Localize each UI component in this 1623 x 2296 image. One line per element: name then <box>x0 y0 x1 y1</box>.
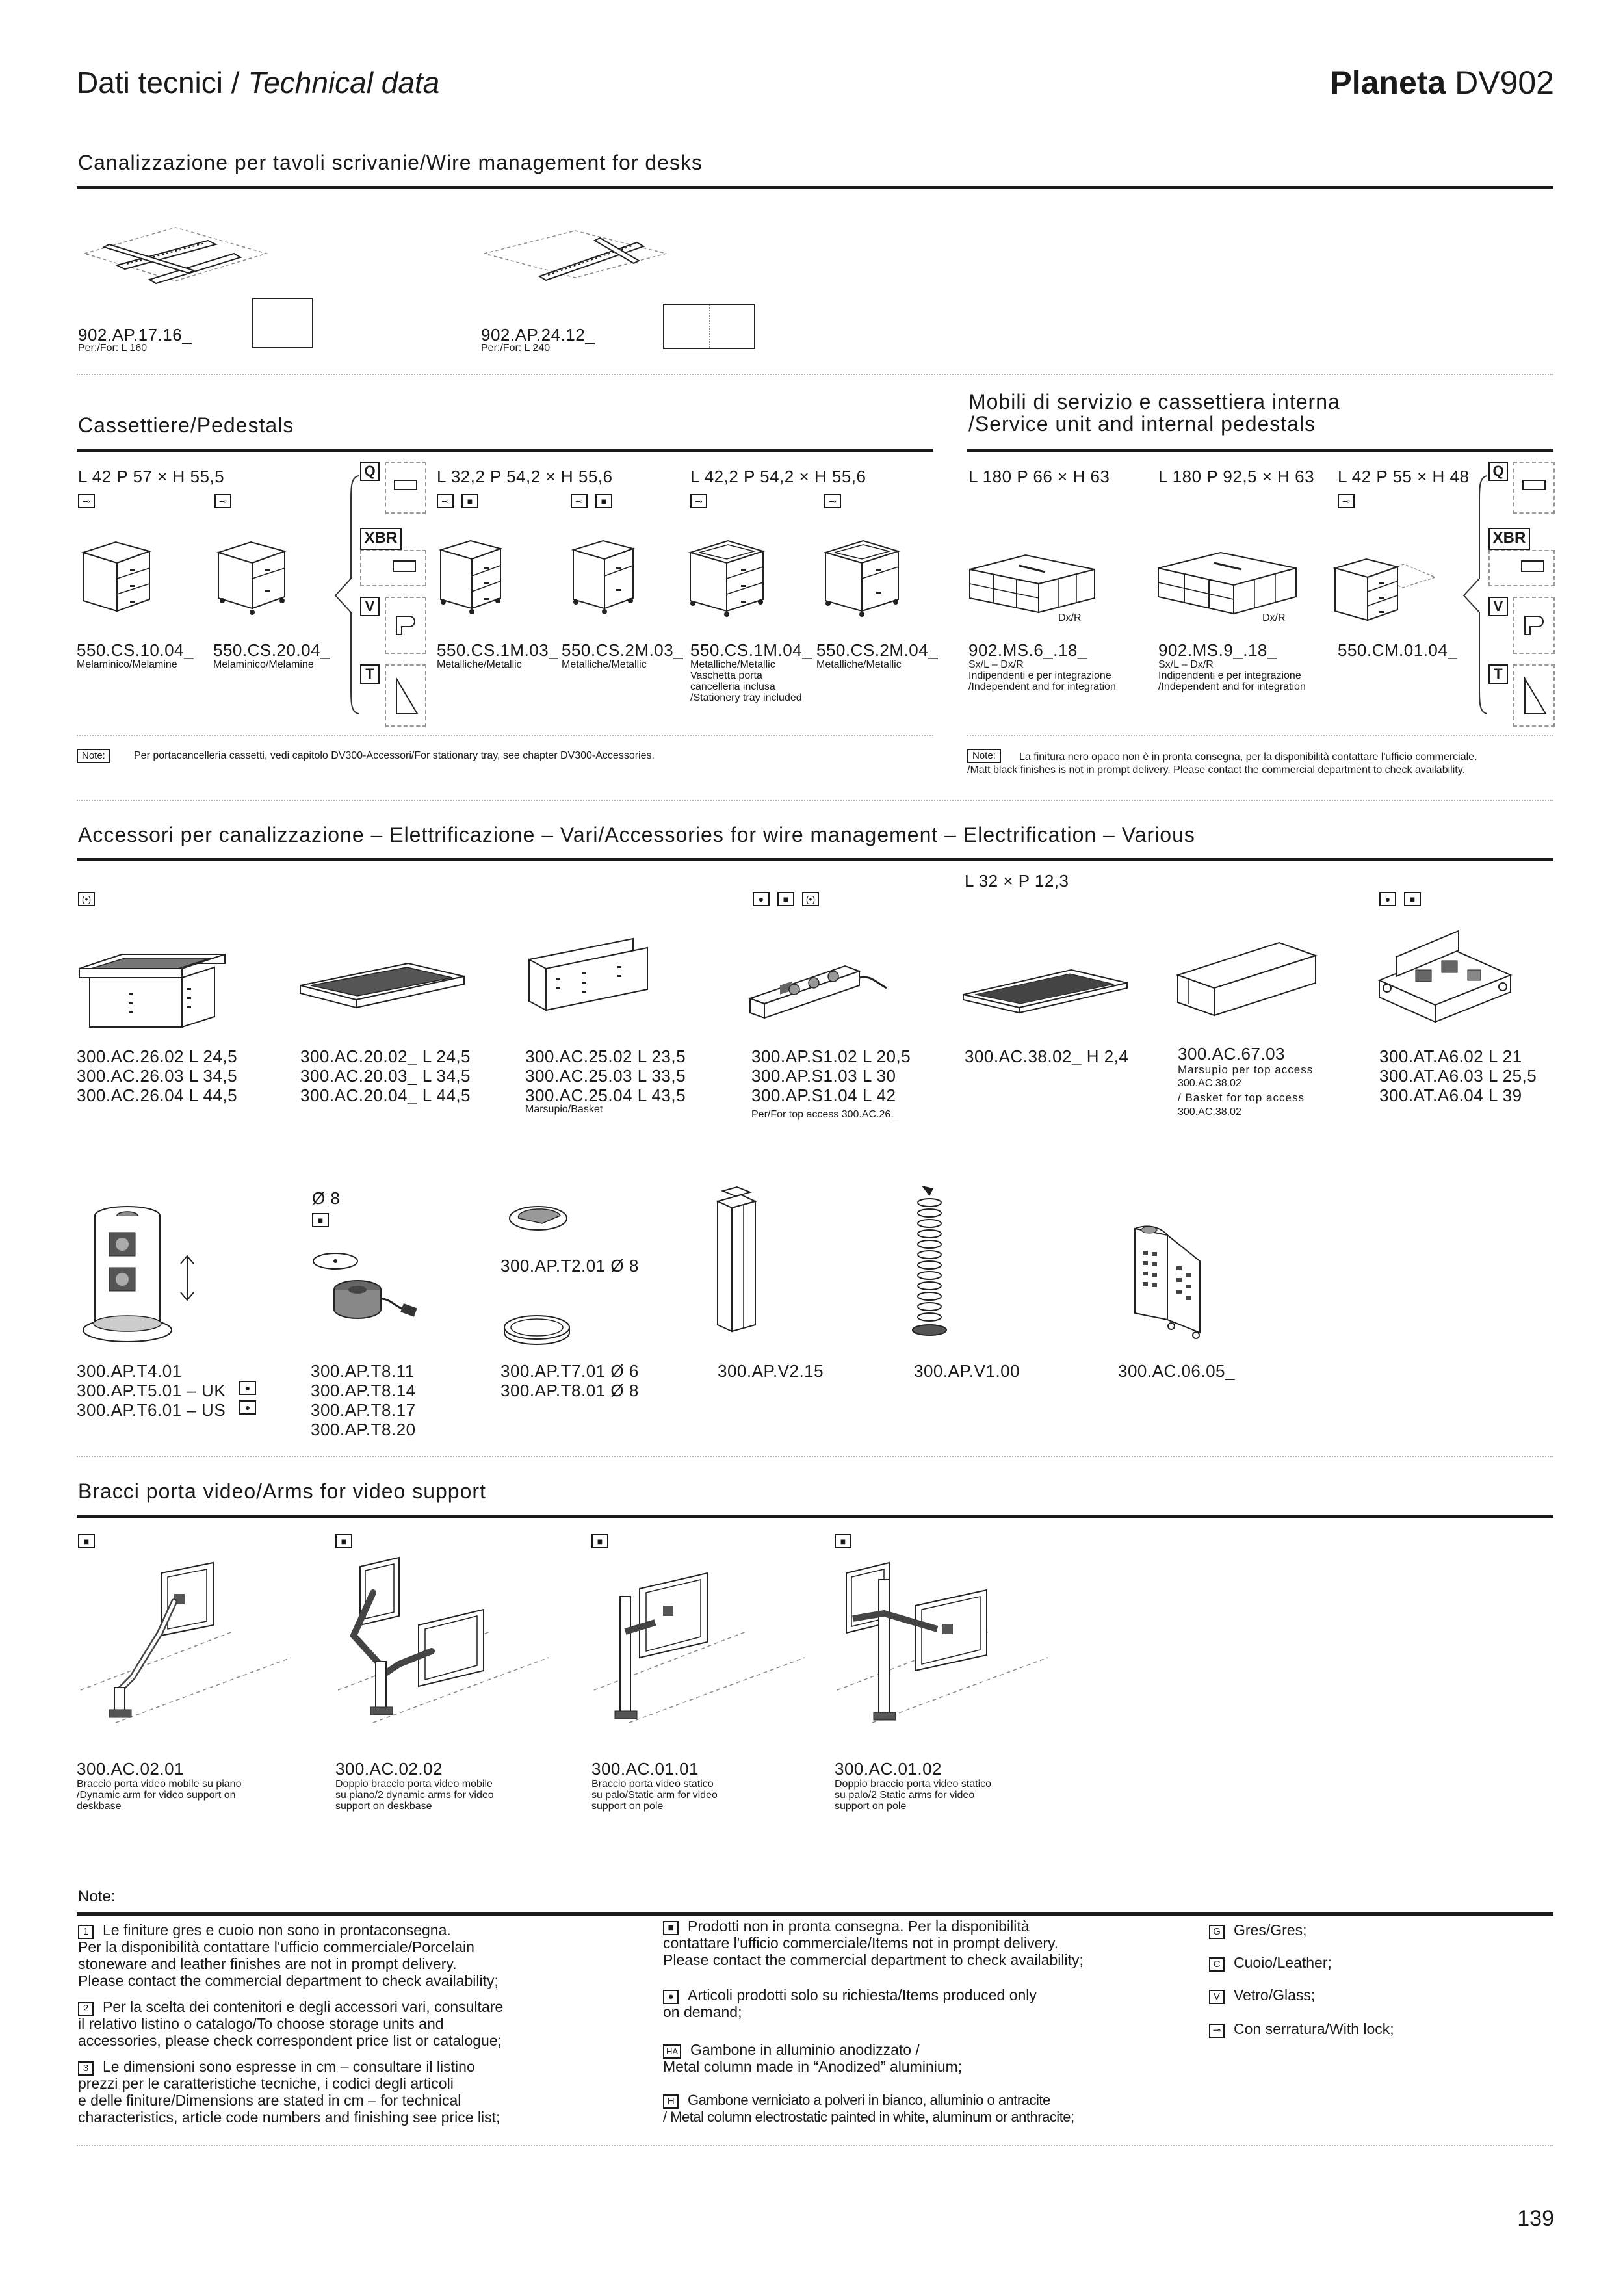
option-letter-q: Q <box>1488 462 1508 481</box>
section-title-service-en: /Service unit and internal pedestals <box>968 412 1316 436</box>
accessory-code: 300.AP.S1.02 L 20,5 <box>751 1047 911 1066</box>
section-title-accessories: Accessori per canalizzazione – Elettrificazione – Vari/Accessories for wire management – Electrification – Various <box>78 823 1195 846</box>
option-v-preview <box>1513 597 1555 654</box>
section-title-wire: Canalizzazione per tavoli scrivanie/Wire management for desks <box>78 151 703 174</box>
note-text: accessories, please check correspondent price list or catalogue; <box>78 2032 502 2049</box>
note-text: Le finiture gres e cuoio non sono in prontaconsegna. <box>103 1922 451 1938</box>
note-label: Note: <box>77 749 110 763</box>
accessory-dim: L 32 × P 12,3 <box>965 871 1069 891</box>
cable-riser-column-illustration <box>708 1187 767 1337</box>
lock-icon: ⊸ <box>571 494 588 508</box>
arm-detail: support on deskbase <box>335 1801 432 1812</box>
accessory-code: 300.AT.A6.02 L 21 <box>1379 1047 1522 1066</box>
wire-tray-240-plan <box>663 304 755 349</box>
brand-model: DV902 <box>1446 64 1554 101</box>
not-in-stock-icon: ■ <box>335 1534 352 1548</box>
section-title-arms: Bracci porta video/Arms for video support <box>78 1480 486 1503</box>
accessory-code: 300.AP.V2.15 <box>718 1361 824 1381</box>
accessory-code: 300.AP.T4.01 <box>77 1361 182 1381</box>
note-text: Gambone in alluminio anodizzato / <box>690 2041 920 2058</box>
section-title-service: Mobili di servizio e cassettiera interna <box>968 390 1340 413</box>
service-note: /Matt black finishes is not in prompt delivery. Please contact the commercial department to check availability. <box>967 764 1465 776</box>
service-unit-66-illustration <box>967 550 1097 621</box>
wire-tray-240-illustration <box>478 224 673 302</box>
note-text: Metal column made in “Anodized” aluminium; <box>663 2058 963 2075</box>
pedestal-dim: L 42 P 57 × H 55,5 <box>78 467 225 486</box>
arm-detail: su palo/2 Static arms for video <box>835 1790 975 1801</box>
section-rule <box>77 858 1553 861</box>
note-glass <box>1209 1987 1315 2004</box>
service-code: 902.MS.9_.18_ <box>1158 640 1277 660</box>
divider <box>77 2145 1553 2146</box>
pedestal-finish: Metalliche/Metallic <box>562 659 647 670</box>
note-text: stoneware and leather finishes are not in prompt delivery. <box>78 1955 457 1972</box>
note-mark: H <box>663 2094 679 2109</box>
on-demand-optional-icon: (•) <box>802 892 819 906</box>
option-q-preview <box>385 462 426 514</box>
note-text: / Metal column electrostatic painted in white, aluminum or anthracite; <box>663 2109 1074 2125</box>
diameter-label: Ø 8 <box>312 1188 341 1208</box>
note-gres <box>1209 1922 1306 1939</box>
page-title <box>77 65 439 100</box>
accessory-code: 300.AP.T8.20 <box>311 1420 416 1439</box>
pedestal-finish: Metalliche/Metallic <box>690 659 775 670</box>
double-dynamic-arm-desk-illustration <box>334 1554 555 1729</box>
pedestal-metal-1-illustration <box>434 538 507 618</box>
not-in-stock-icon: ■ <box>777 892 794 906</box>
note-text: contattare l'ufficio commerciale/Items not in prompt delivery. <box>663 1935 1059 1951</box>
accessory-code: 300.AC.25.03 L 33,5 <box>525 1066 686 1086</box>
lock-icon: ⊸ <box>78 494 95 508</box>
option-xbr-preview <box>1488 550 1555 586</box>
note-mark: 3 <box>78 2061 94 2076</box>
accessory-code: 300.AP.T7.01 Ø 6 <box>500 1361 639 1381</box>
pedestal-dim: L 32,2 P 54,2 × H 55,6 <box>437 467 613 486</box>
arm-detail: su palo/Static arm for video <box>591 1790 718 1801</box>
not-in-stock-icon: ■ <box>595 494 612 508</box>
lock-icon: ⊸ <box>1338 494 1355 508</box>
note-anodized <box>663 2041 920 2059</box>
arm-detail: Braccio porta video mobile su piano <box>77 1779 242 1790</box>
lock-icon: ⊸ <box>437 494 454 508</box>
bracket <box>1456 475 1488 715</box>
note-leather <box>1209 1954 1332 1972</box>
cpu-holder-illustration <box>1109 1222 1213 1339</box>
note-text: e delle finiture/Dimensions are stated in cm – for technical <box>78 2092 461 2109</box>
title-english: Technical data <box>248 66 440 99</box>
option-t-preview <box>385 664 426 727</box>
not-in-stock-icon: ■ <box>663 1921 679 1935</box>
bracket <box>328 475 360 715</box>
option-xbr-preview <box>360 550 426 586</box>
pedestal-extra: cancelleria inclusa <box>690 681 775 692</box>
accessory-code: 300.AC.20.02_ L 24,5 <box>300 1047 471 1066</box>
note-3 <box>78 2058 475 2076</box>
wire-item-note: Per:/For: L 240 <box>481 343 551 354</box>
on-demand-icon: ● <box>753 892 770 906</box>
accessory-code: 300.AP.S1.03 L 30 <box>751 1066 896 1086</box>
accessory-code: 300.AC.25.02 L 23,5 <box>525 1047 686 1066</box>
note-text: on demand; <box>663 2003 742 2020</box>
accessory-code: 300.AC.26.04 L 44,5 <box>77 1086 238 1105</box>
round-grommet-illustration <box>499 1312 577 1351</box>
pop-up-socket-box-illustration <box>1377 924 1513 1028</box>
service-detail: Indipendenti e per integrazione <box>1158 670 1301 681</box>
note-text: Gambone verniciato a polveri in bianco, alluminio o antracite <box>688 2092 1050 2108</box>
arm-code: 300.AC.02.01 <box>77 1759 185 1779</box>
note-painted <box>663 2092 1050 2109</box>
lock-icon: ⊸ <box>824 494 841 508</box>
note-text: Con serratura/With lock; <box>1234 2020 1394 2037</box>
accessory-code: 300.AP.S1.04 L 42 <box>751 1086 896 1105</box>
pedestal-extra: /Stationery tray included <box>690 692 802 703</box>
round-socket-illustration <box>305 1247 422 1331</box>
on-demand-optional-icon: (•) <box>78 892 95 906</box>
accessory-code: 300.AC.25.04 L 43,5 <box>525 1086 686 1105</box>
note-text: characteristics, article code numbers and finishing see price list; <box>78 2109 500 2126</box>
pedestal-finish: Metalliche/Metallic <box>816 659 902 670</box>
note-text: Gres/Gres; <box>1234 1922 1307 1938</box>
accessory-detail: Per/For top access 300.AC.26._ <box>751 1109 900 1120</box>
accessory-code: 300.AP.V1.00 <box>914 1361 1020 1381</box>
note-mark: V <box>1209 1990 1225 2004</box>
cable-tray-illustration <box>298 961 467 1013</box>
vertebra-cable-spine-illustration <box>903 1183 955 1339</box>
lock-icon: ⊸ <box>1209 2024 1225 2038</box>
accessory-detail: Marsupio per top access <box>1178 1063 1314 1076</box>
divider <box>967 735 1553 736</box>
wire-item-note: Per:/For: L 160 <box>78 343 148 354</box>
option-letter-t: T <box>1488 664 1508 684</box>
accessory-code: 300.AC.26.02 L 24,5 <box>77 1047 238 1066</box>
note-text: Per la disponibilità contattare l'ufficio commerciale/Porcelain <box>78 1938 474 1955</box>
wire-tray-160-illustration <box>78 221 273 312</box>
note-mark: C <box>1209 1957 1225 1972</box>
page-number: 139 <box>1517 2206 1554 2231</box>
pedestal-finish: Metalliche/Metallic <box>437 659 522 670</box>
pedestal-dim: L 42,2 P 54,2 × H 55,6 <box>690 467 866 486</box>
service-code: 550.CM.01.04_ <box>1338 640 1458 660</box>
lock-icon: ⊸ <box>690 494 707 508</box>
wire-item-code: 902.AP.24.12_ <box>481 325 595 345</box>
option-letter-v: V <box>360 597 380 616</box>
service-dim: L 180 P 66 × H 63 <box>968 467 1110 486</box>
arm-detail: Doppio braccio porta video mobile <box>335 1779 493 1790</box>
accessory-detail: 300.AC.38.02 <box>1178 1106 1241 1117</box>
accessory-code: 300.AP.T8.01 Ø 8 <box>500 1381 639 1400</box>
pop-up-tower-socket-illustration <box>77 1203 207 1352</box>
flat-tray-illustration <box>961 966 1130 1018</box>
note-mark: G <box>1209 1925 1225 1939</box>
note-1 <box>78 1922 451 1939</box>
pedestal-metal-2-illustration <box>567 538 640 618</box>
not-in-stock-icon: ■ <box>591 1534 608 1548</box>
section-rule <box>77 186 1553 189</box>
accessory-code: 300.AP.T8.17 <box>311 1400 416 1420</box>
divider <box>77 735 933 736</box>
brand-title <box>1330 64 1554 101</box>
not-in-stock-icon: ■ <box>461 494 478 508</box>
pedestal-code: 550.CS.20.04_ <box>213 640 330 660</box>
basket-illustration <box>520 935 650 1026</box>
service-unit-92-illustration <box>1156 550 1299 621</box>
pedestal-code: 550.CS.2M.03_ <box>562 640 684 660</box>
not-in-stock-icon: ■ <box>1404 892 1421 906</box>
option-letter-xbr: XBR <box>1488 528 1530 550</box>
arm-detail: deskbase <box>77 1801 122 1812</box>
accessory-code: 300.AT.A6.03 L 25,5 <box>1379 1066 1537 1086</box>
accessory-detail: Marsupio/Basket <box>525 1104 603 1115</box>
note-not-in-stock <box>663 1918 1030 1935</box>
accessory-code: 300.AP.T6.01 – US <box>77 1400 226 1420</box>
service-note: La finitura nero opaco non è in pronta consegna, per la disponibilità contattare l'ufficio commerciale. <box>1019 751 1477 763</box>
note-2 <box>78 1998 503 2016</box>
arm-detail: Braccio porta video statico <box>591 1779 714 1790</box>
service-dim: L 42 P 55 × H 48 <box>1338 467 1470 486</box>
internal-pedestal-illustration <box>1332 555 1436 627</box>
accessory-code: 300.AC.06.05_ <box>1118 1361 1235 1381</box>
arm-code: 300.AC.01.02 <box>835 1759 942 1779</box>
accessory-code: 300.AP.T5.01 – UK <box>77 1381 226 1400</box>
option-q-preview <box>1513 462 1555 514</box>
section-title-pedestals: Cassettiere/Pedestals <box>78 413 294 437</box>
on-demand-icon: ● <box>663 1990 679 2004</box>
arm-detail: Doppio braccio porta video statico <box>835 1779 992 1790</box>
arm-detail: support on pole <box>835 1801 907 1812</box>
accessory-code: 300.AC.67.03 <box>1178 1044 1286 1063</box>
pedestal-melamine-2-illustration <box>212 538 290 618</box>
power-strip-illustration <box>747 949 890 1027</box>
note-text: Please contact the commercial department to check availability; <box>78 1972 499 1989</box>
wire-item-code: 902.AP.17.16_ <box>78 325 192 345</box>
section-rule <box>967 449 1553 452</box>
note-text: Le dimensioni sono espresse in cm – consultare il listino <box>103 2058 475 2075</box>
dynamic-arm-desk-illustration <box>77 1560 298 1729</box>
arm-detail: /Dynamic arm for video support on <box>77 1790 236 1801</box>
accessory-detail: / Basket for top access <box>1178 1091 1305 1104</box>
note-mark: HA <box>663 2044 681 2059</box>
divider <box>77 1456 1553 1457</box>
arm-code: 300.AC.02.02 <box>335 1759 443 1779</box>
brand-name: Planeta <box>1330 64 1446 101</box>
option-letter-xbr: XBR <box>360 528 402 550</box>
note-mark: 2 <box>78 2002 94 2016</box>
arm-detail: su piano/2 dynamic arms for video <box>335 1790 494 1801</box>
option-letter-t: T <box>360 664 380 684</box>
option-t-preview <box>1513 664 1555 727</box>
note-text: Vetro/Glass; <box>1234 1987 1316 2003</box>
accessory-code: 300.AP.T2.01 Ø 8 <box>500 1256 639 1275</box>
accessory-code: 300.AC.20.04_ L 44,5 <box>300 1086 471 1105</box>
option-letter-v: V <box>1488 597 1508 616</box>
pedestal-extra: Vaschetta porta <box>690 670 762 681</box>
service-detail: /Independent and for integration <box>968 681 1116 692</box>
pedestal-finish: Melaminico/Melamine <box>213 659 314 670</box>
accessory-code: 300.AT.A6.04 L 39 <box>1379 1086 1522 1105</box>
not-in-stock-icon: ■ <box>835 1534 851 1548</box>
accessory-code: 300.AP.T8.14 <box>311 1381 416 1400</box>
arm-code: 300.AC.01.01 <box>591 1759 699 1779</box>
section-rule <box>77 449 933 452</box>
note-text: Cuoio/Leather; <box>1234 1954 1332 1971</box>
top-access-illustration <box>77 949 226 1034</box>
note-mark: 1 <box>78 1925 94 1939</box>
service-detail: Sx/L – Dx/R <box>1158 659 1214 670</box>
on-demand-icon: ● <box>1379 892 1396 906</box>
option-v-preview <box>385 597 426 654</box>
note-text: prezzi per le caratteristiche tecniche, i codici degli articoli <box>78 2075 454 2092</box>
pedestal-metal-3-illustration <box>685 538 767 618</box>
pedestal-note: Per portacancelleria cassetti, vedi capitolo DV300-Accessori/For stationary tray, see chapter DV300-Accessories. <box>134 750 655 761</box>
pedestal-code: 550.CS.2M.04_ <box>816 640 939 660</box>
note-text: Articoli prodotti solo su richiesta/Items produced only <box>688 1987 1037 2003</box>
accessory-detail: 300.AC.38.02 <box>1178 1078 1241 1089</box>
accessory-code: 300.AC.26.03 L 34,5 <box>77 1066 238 1086</box>
service-detail: /Independent and for integration <box>1158 681 1306 692</box>
pedestal-metal-4-illustration <box>820 538 902 618</box>
note-text: Per la scelta dei contenitori e degli accessori vari, consultare <box>103 1998 504 2015</box>
accessory-code: 300.AC.38.02_ H 2,4 <box>965 1047 1129 1066</box>
divider <box>77 800 1553 801</box>
arm-detail: support on pole <box>591 1801 664 1812</box>
double-static-arm-pole-illustration <box>833 1554 1054 1729</box>
pedestal-finish: Melaminico/Melamine <box>77 659 177 670</box>
pedestal-melamine-1-illustration <box>77 538 155 618</box>
basket-for-top-access-illustration <box>1175 939 1318 1023</box>
service-dim: L 180 P 92,5 × H 63 <box>1158 467 1315 486</box>
grommet-illustration <box>503 1201 575 1240</box>
side-label: Dx/R <box>1262 612 1286 623</box>
not-in-stock-icon: ■ <box>78 1534 95 1548</box>
notes-label: Note: <box>78 1888 116 1905</box>
service-code: 902.MS.6_.18_ <box>968 640 1087 660</box>
not-in-stock-icon: ■ <box>312 1213 329 1227</box>
section-rule <box>77 1912 1553 1916</box>
note-on-demand <box>663 1987 1037 2004</box>
note-text: Please contact the commercial department to check availability; <box>663 1951 1084 1968</box>
static-arm-pole-illustration <box>590 1560 811 1729</box>
side-label: Dx/R <box>1058 612 1082 623</box>
service-detail: Indipendenti e per integrazione <box>968 670 1111 681</box>
on-demand-icon: ● <box>239 1381 256 1395</box>
service-detail: Sx/L – Dx/R <box>968 659 1024 670</box>
on-demand-icon: ● <box>239 1400 256 1415</box>
note-text: Prodotti non in pronta consegna. Per la disponibilità <box>688 1918 1030 1935</box>
lock-icon: ⊸ <box>214 494 231 508</box>
pedestal-code: 550.CS.1M.03_ <box>437 640 559 660</box>
note-label: Note: <box>967 749 1001 763</box>
wire-tray-160-plan <box>252 298 313 348</box>
option-letter-q: Q <box>360 462 380 481</box>
note-lock <box>1209 2020 1394 2038</box>
divider <box>77 374 1553 375</box>
pedestal-code: 550.CS.10.04_ <box>77 640 194 660</box>
accessory-code: 300.AP.T8.11 <box>311 1361 415 1381</box>
note-text: il relativo listino o catalogo/To choose storage units and <box>78 2015 444 2032</box>
section-rule <box>77 1515 1553 1518</box>
pedestal-code: 550.CS.1M.04_ <box>690 640 812 660</box>
accessory-code: 300.AC.20.03_ L 34,5 <box>300 1066 471 1086</box>
title-italian: Dati tecnici / <box>77 66 248 99</box>
